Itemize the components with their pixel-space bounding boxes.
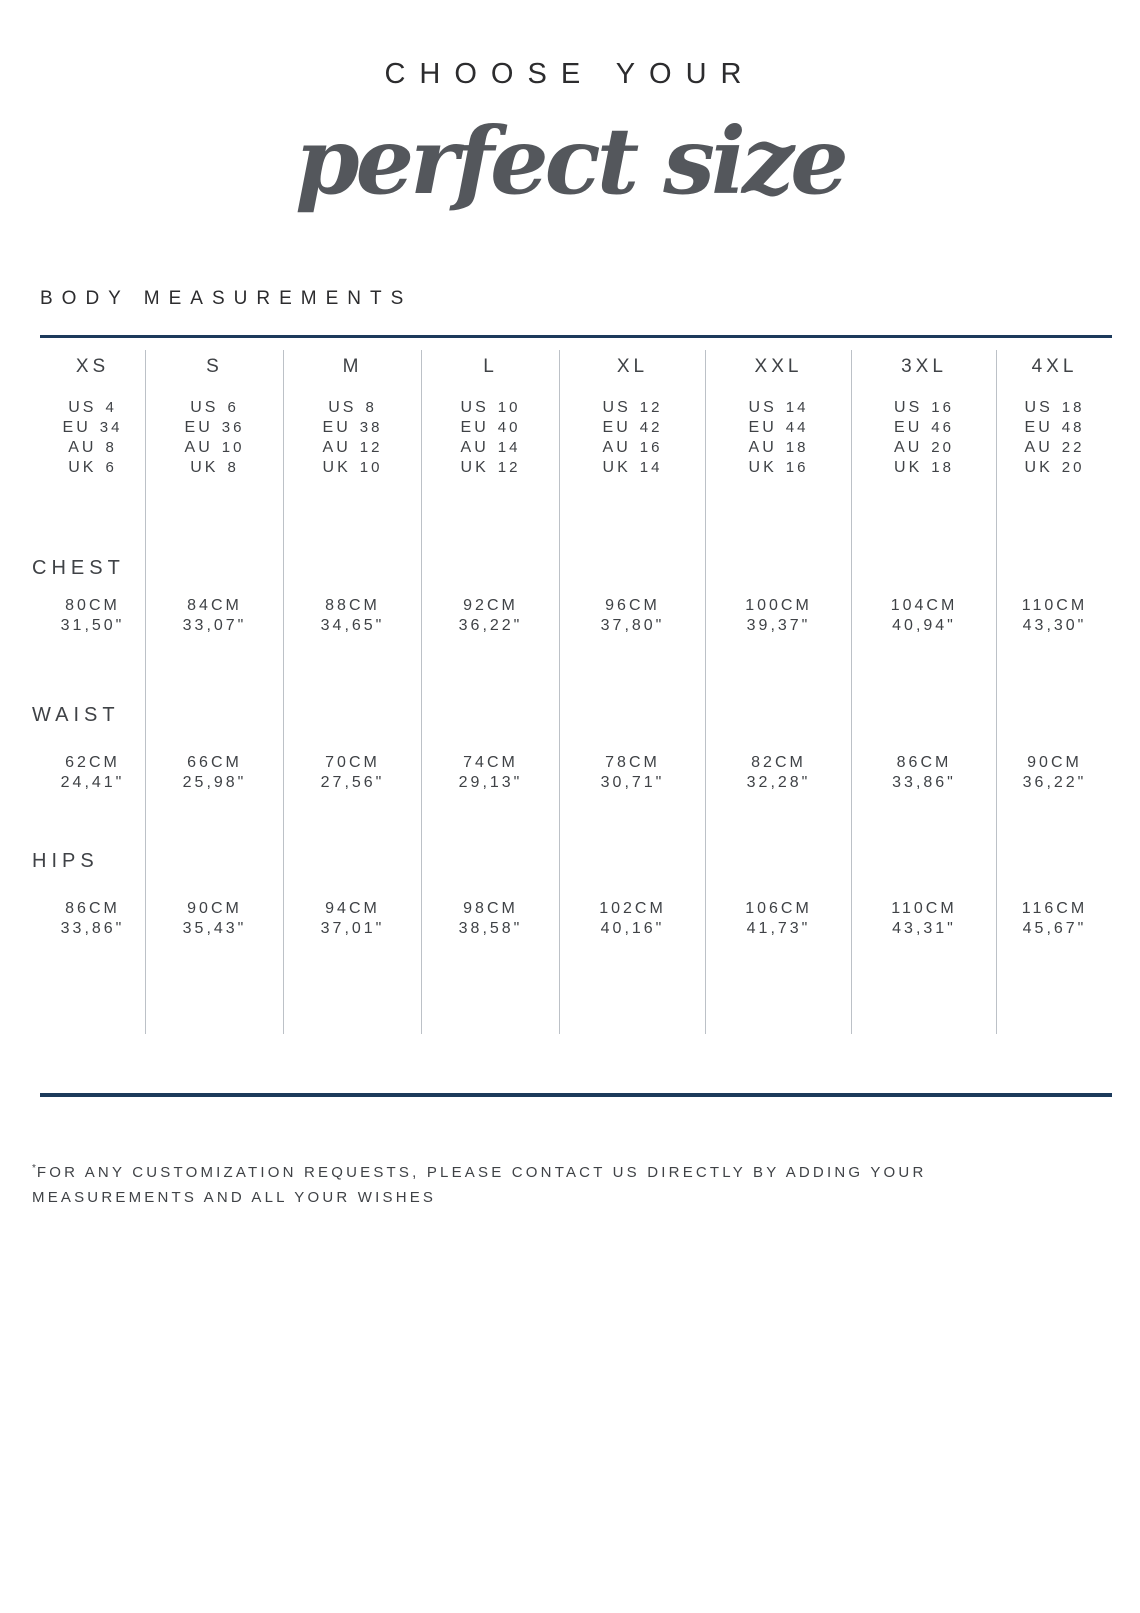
- region-value: 22: [1061, 439, 1085, 456]
- header-eyebrow: CHOOSE YOUR: [384, 58, 756, 90]
- region-value: 34: [99, 419, 123, 436]
- conversion-block: [40, 398, 145, 478]
- value-in: 25,98": [182, 774, 247, 791]
- conversion-line: [852, 418, 996, 438]
- conversion-block: [422, 398, 559, 478]
- region-value: 16: [931, 399, 954, 416]
- value-in: 29,13": [458, 774, 523, 791]
- region-value: 8: [105, 439, 117, 456]
- value-cm: 84CM: [187, 597, 242, 614]
- value-cm: 86CM: [896, 754, 952, 771]
- conversion-line: [706, 418, 851, 438]
- value-in: 30,71": [600, 774, 665, 791]
- conversion-block: [560, 398, 705, 478]
- region-label: US: [460, 399, 489, 416]
- size-label: XL: [616, 356, 649, 377]
- waist-value: [284, 753, 421, 793]
- conversion-line: [146, 398, 283, 418]
- value-in: 36,22": [458, 617, 523, 634]
- value-in: 39,37": [746, 617, 811, 634]
- region-label: AU: [602, 439, 631, 456]
- value-in: 37,01": [320, 920, 385, 937]
- region-value: 18: [785, 439, 809, 456]
- region-value: 12: [359, 439, 383, 456]
- region-label: EU: [62, 419, 91, 436]
- region-label: UK: [602, 459, 631, 476]
- waist-value: [706, 753, 851, 793]
- value-cm: 104CM: [890, 597, 958, 614]
- hips-value: [706, 899, 851, 939]
- conversion-line: [560, 418, 705, 438]
- hips-value: [146, 899, 283, 939]
- conversion-line: [40, 438, 145, 458]
- size-label: 3XL: [901, 356, 947, 377]
- region-label: US: [328, 399, 357, 416]
- region-label: UK: [460, 459, 489, 476]
- conversion-line: [852, 438, 996, 458]
- top-rule: [40, 335, 1112, 338]
- region-value: 18: [931, 459, 954, 476]
- value-cm: 88CM: [325, 597, 380, 614]
- waist-value: [852, 753, 996, 793]
- chest-value: [40, 596, 145, 636]
- conversion-line: [146, 458, 283, 478]
- value-cm: 106CM: [745, 900, 812, 917]
- region-label: AU: [460, 439, 489, 456]
- value-in: 38,58": [458, 920, 523, 937]
- conversion-line: [706, 438, 851, 458]
- region-label: AU: [894, 439, 923, 456]
- region-label: EU: [460, 419, 489, 436]
- conversion-line: [706, 458, 851, 478]
- chest-value: [422, 596, 559, 636]
- footnote-text-1: FOR ANY CUSTOMIZATION REQUESTS, PLEASE CONTACT US DIRECTLY BY ADDING YOUR: [36, 1164, 927, 1181]
- value-in: 27,56": [320, 774, 385, 791]
- region-value: 46: [931, 419, 954, 436]
- conversion-line: [422, 438, 559, 458]
- conversion-line: [284, 398, 421, 418]
- hips-value: [560, 899, 705, 939]
- conversion-line: [422, 458, 559, 478]
- value-in: 40,94": [892, 617, 956, 634]
- chest-value: [997, 596, 1112, 636]
- waist-value: [997, 753, 1112, 793]
- value-cm: 102CM: [599, 900, 666, 917]
- conversion-line: [852, 458, 996, 478]
- value-cm: 90CM: [187, 900, 242, 917]
- value-in: 33,07": [182, 617, 247, 634]
- size-column-4xl: [997, 350, 1112, 1034]
- footnote-line-1: [32, 1156, 1062, 1185]
- value-in: 41,73": [746, 920, 811, 937]
- chest-value: [284, 596, 421, 636]
- region-value: 12: [497, 459, 521, 476]
- value-cm: 80CM: [65, 597, 120, 614]
- footnote-asterisk: *: [32, 1163, 37, 1174]
- value-cm: 62CM: [65, 754, 120, 771]
- value-cm: 66CM: [187, 754, 242, 771]
- region-label: AU: [1024, 439, 1053, 456]
- conversion-line: [997, 418, 1112, 438]
- conversion-line: [40, 418, 145, 438]
- conversion-block: [852, 398, 996, 478]
- size-column-l: [422, 350, 560, 1034]
- value-in: 40,16": [600, 920, 665, 937]
- region-value: 10: [359, 459, 383, 476]
- size-label: L: [483, 356, 498, 377]
- hips-value: [852, 899, 996, 939]
- value-cm: 70CM: [325, 754, 380, 771]
- region-value: 14: [639, 459, 663, 476]
- region-value: 6: [227, 399, 239, 416]
- region-label: EU: [184, 419, 213, 436]
- value-in: 34,65": [320, 617, 385, 634]
- waist-value: [146, 753, 283, 793]
- value-in: 36,22": [1022, 774, 1087, 791]
- region-value: 6: [105, 459, 117, 476]
- region-value: 14: [497, 439, 521, 456]
- conversion-line: [997, 398, 1112, 418]
- size-label: S: [206, 356, 223, 377]
- conversion-line: [997, 438, 1112, 458]
- size-column-xxl: [706, 350, 852, 1034]
- value-cm: 90CM: [1027, 754, 1082, 771]
- size-label: XS: [75, 356, 110, 377]
- size-grid: [40, 350, 1112, 1034]
- chest-value: [146, 596, 283, 636]
- region-value: 8: [365, 399, 377, 416]
- conversion-line: [560, 458, 705, 478]
- region-value: 4: [105, 399, 117, 416]
- value-cm: 96CM: [605, 597, 660, 614]
- value-cm: 74CM: [463, 754, 518, 771]
- value-cm: 100CM: [745, 597, 812, 614]
- region-label: EU: [748, 419, 777, 436]
- conversion-line: [146, 418, 283, 438]
- region-label: AU: [322, 439, 351, 456]
- value-cm: 92CM: [463, 597, 518, 614]
- conversion-line: [852, 398, 996, 418]
- region-label: UK: [68, 459, 97, 476]
- value-in: 31,50": [60, 617, 125, 634]
- region-value: 10: [497, 399, 521, 416]
- conversion-line: [40, 398, 145, 418]
- conversion-line: [560, 398, 705, 418]
- value-in: 32,28": [746, 774, 811, 791]
- region-label: UK: [190, 459, 219, 476]
- conversion-line: [997, 458, 1112, 478]
- value-cm: 78CM: [605, 754, 660, 771]
- size-column-3xl: [852, 350, 997, 1034]
- value-in: 24,41": [60, 774, 125, 791]
- region-label: EU: [322, 419, 351, 436]
- region-label: AU: [68, 439, 97, 456]
- value-in: 43,31": [892, 920, 956, 937]
- region-label: US: [602, 399, 631, 416]
- region-value: 48: [1061, 419, 1085, 436]
- region-label: EU: [1024, 419, 1053, 436]
- size-column-s: [146, 350, 284, 1034]
- value-cm: 98CM: [463, 900, 518, 917]
- conversion-line: [284, 418, 421, 438]
- footnote-line-2: MEASUREMENTS AND ALL YOUR WISHES: [32, 1189, 437, 1206]
- value-in: 35,43": [182, 920, 247, 937]
- region-label: EU: [894, 419, 923, 436]
- hips-value: [997, 899, 1112, 939]
- region-label: AU: [748, 439, 777, 456]
- value-cm: 86CM: [65, 900, 120, 917]
- conversion-block: [284, 398, 421, 478]
- size-column-xs: [40, 350, 146, 1034]
- row-label-hips: HIPS: [32, 850, 99, 872]
- value-cm: 116CM: [1021, 900, 1088, 917]
- region-value: 16: [639, 439, 663, 456]
- hips-value: [40, 899, 145, 939]
- region-label: US: [748, 399, 777, 416]
- region-value: 14: [785, 399, 809, 416]
- region-value: 10: [221, 439, 245, 456]
- size-column-xl: [560, 350, 706, 1034]
- footnote: [32, 1156, 1062, 1210]
- size-table: [32, 350, 1112, 1034]
- value-in: 37,80": [600, 617, 665, 634]
- chest-value: [852, 596, 996, 636]
- conversion-block: [706, 398, 851, 478]
- region-label: UK: [894, 459, 923, 476]
- region-label: US: [68, 399, 97, 416]
- conversion-line: [284, 458, 421, 478]
- conversion-line: [560, 438, 705, 458]
- value-cm: 110CM: [1021, 597, 1088, 614]
- waist-value: [422, 753, 559, 793]
- conversion-line: [146, 438, 283, 458]
- region-value: 42: [639, 419, 663, 436]
- region-label: EU: [602, 419, 631, 436]
- hips-value: [284, 899, 421, 939]
- region-label: AU: [184, 439, 213, 456]
- chest-value: [560, 596, 705, 636]
- hips-value: [422, 899, 559, 939]
- region-value: 20: [931, 439, 954, 456]
- conversion-block: [997, 398, 1112, 478]
- conversion-line: [706, 398, 851, 418]
- size-label: 4XL: [1031, 356, 1078, 377]
- size-label: M: [342, 356, 363, 377]
- conversion-line: [422, 398, 559, 418]
- size-column-m: [284, 350, 422, 1034]
- section-title: BODY MEASUREMENTS: [40, 288, 413, 309]
- region-label: US: [894, 399, 923, 416]
- waist-value: [560, 753, 705, 793]
- conversion-block: [146, 398, 283, 478]
- value-cm: 94CM: [325, 900, 380, 917]
- bottom-rule: [40, 1093, 1112, 1097]
- region-value: 12: [639, 399, 663, 416]
- region-value: 40: [497, 419, 521, 436]
- region-label: UK: [748, 459, 777, 476]
- region-value: 36: [221, 419, 245, 436]
- region-label: US: [190, 399, 219, 416]
- value-in: 43,30": [1022, 617, 1087, 634]
- region-value: 38: [359, 419, 383, 436]
- region-label: UK: [322, 459, 351, 476]
- conversion-line: [284, 438, 421, 458]
- region-label: UK: [1024, 459, 1053, 476]
- conversion-line: [40, 458, 145, 478]
- size-label: XXL: [754, 356, 803, 377]
- value-in: 33,86": [60, 920, 125, 937]
- region-value: 8: [227, 459, 239, 476]
- row-label-chest: CHEST: [32, 557, 125, 579]
- conversion-line: [422, 418, 559, 438]
- region-value: 18: [1061, 399, 1085, 416]
- chest-value: [706, 596, 851, 636]
- row-label-waist: WAIST: [32, 704, 120, 726]
- script-title: perfect size: [295, 107, 845, 215]
- region-value: 16: [785, 459, 809, 476]
- waist-value: [40, 753, 145, 793]
- value-in: 33,86": [892, 774, 956, 791]
- region-value: 44: [785, 419, 809, 436]
- value-in: 45,67": [1022, 920, 1087, 937]
- region-label: US: [1024, 399, 1053, 416]
- value-cm: 82CM: [751, 754, 806, 771]
- value-cm: 110CM: [891, 900, 957, 917]
- region-value: 20: [1061, 459, 1085, 476]
